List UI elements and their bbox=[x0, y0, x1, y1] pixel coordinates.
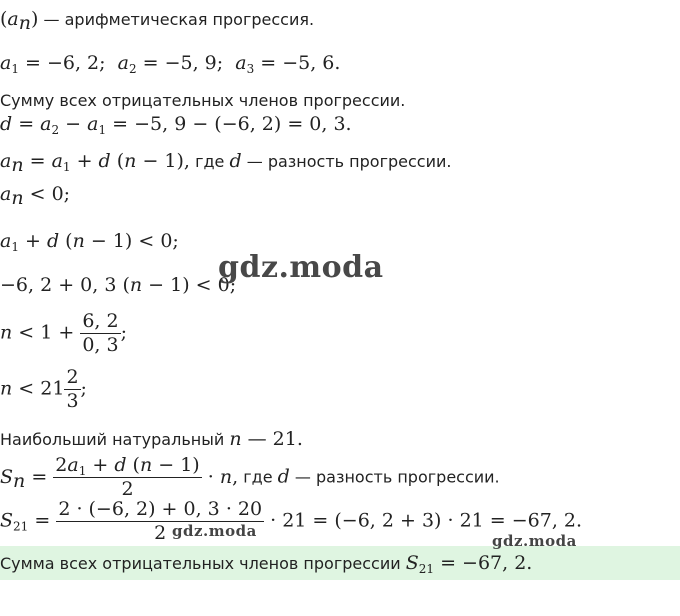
line-inequality-1: $a_n < 0$; bbox=[0, 183, 71, 209]
line-difference-calc: $d = a_2 - a_1 = -5$, 9 − (−6, 2) = 0, 3. bbox=[0, 113, 352, 137]
watermark-mid: gdz.moda bbox=[172, 522, 257, 540]
fraction-62-over-03: $\frac{6, 2}{0, 3}$ bbox=[82, 310, 119, 356]
watermark-corner: gdz.moda bbox=[492, 532, 577, 550]
line-task-statement: Сумму всех отрицательных членов прогрессии. bbox=[0, 91, 406, 110]
line-sum-formula: $S_n$ = $\frac{2a_1 + d (n - 1)}{2}$ · n, где d — разность прогрессии. bbox=[0, 454, 500, 500]
line-nth-term-formula: $a_n = a_1 + d$ (n − 1), где d — разность прогрессии. bbox=[0, 150, 452, 176]
line-inequality-5: n < 21 $\frac{2}{3}$ ; bbox=[0, 366, 87, 412]
line-inequality-4: n < 1 + $\frac{6, 2}{0, 3}$ ; bbox=[0, 310, 128, 356]
line-largest-natural: Наибольший натуральный n — 21. bbox=[0, 428, 303, 450]
formula-an: $(a_n)$ bbox=[0, 8, 39, 34]
line-inequality-2: $a_1 + d$ (n − 1) < 0; bbox=[0, 230, 179, 254]
line-answer: Сумма всех отрицательных членов прогрессии $S_{21} = -67$, 2. bbox=[0, 552, 533, 576]
fraction-two-thirds: $\frac{2}{3}$ bbox=[66, 366, 79, 412]
line-given-terms: $a_1 = -6$, 2; $a_2 = -5$, 9; $a_3 = -5$, 6. bbox=[0, 52, 341, 76]
line-progression-def bbox=[0, 8, 315, 34]
line-inequality-3: −6, 2 + 0, 3 (n − 1) < 0; bbox=[0, 274, 237, 296]
watermark-main: gdz.moda bbox=[218, 250, 384, 285]
text-arithmetic-progression: — арифметическая прогрессия. bbox=[43, 10, 315, 29]
line-sum-calc: $S_{21}$ = $\frac{2 \cdot (-6, 2) + 0, 3 \cdot 20}{2}$ · 21 = (−6, 2 + 3) · 21 = −67, 2. bbox=[0, 498, 583, 544]
fraction-sum-calc: $\frac{2 \cdot (-6, 2) + 0, 3 \cdot 20}{2}$ bbox=[58, 498, 263, 544]
fraction-sum-formula: $\frac{2a_1 + d (n - 1)}{2}$ bbox=[55, 454, 200, 500]
